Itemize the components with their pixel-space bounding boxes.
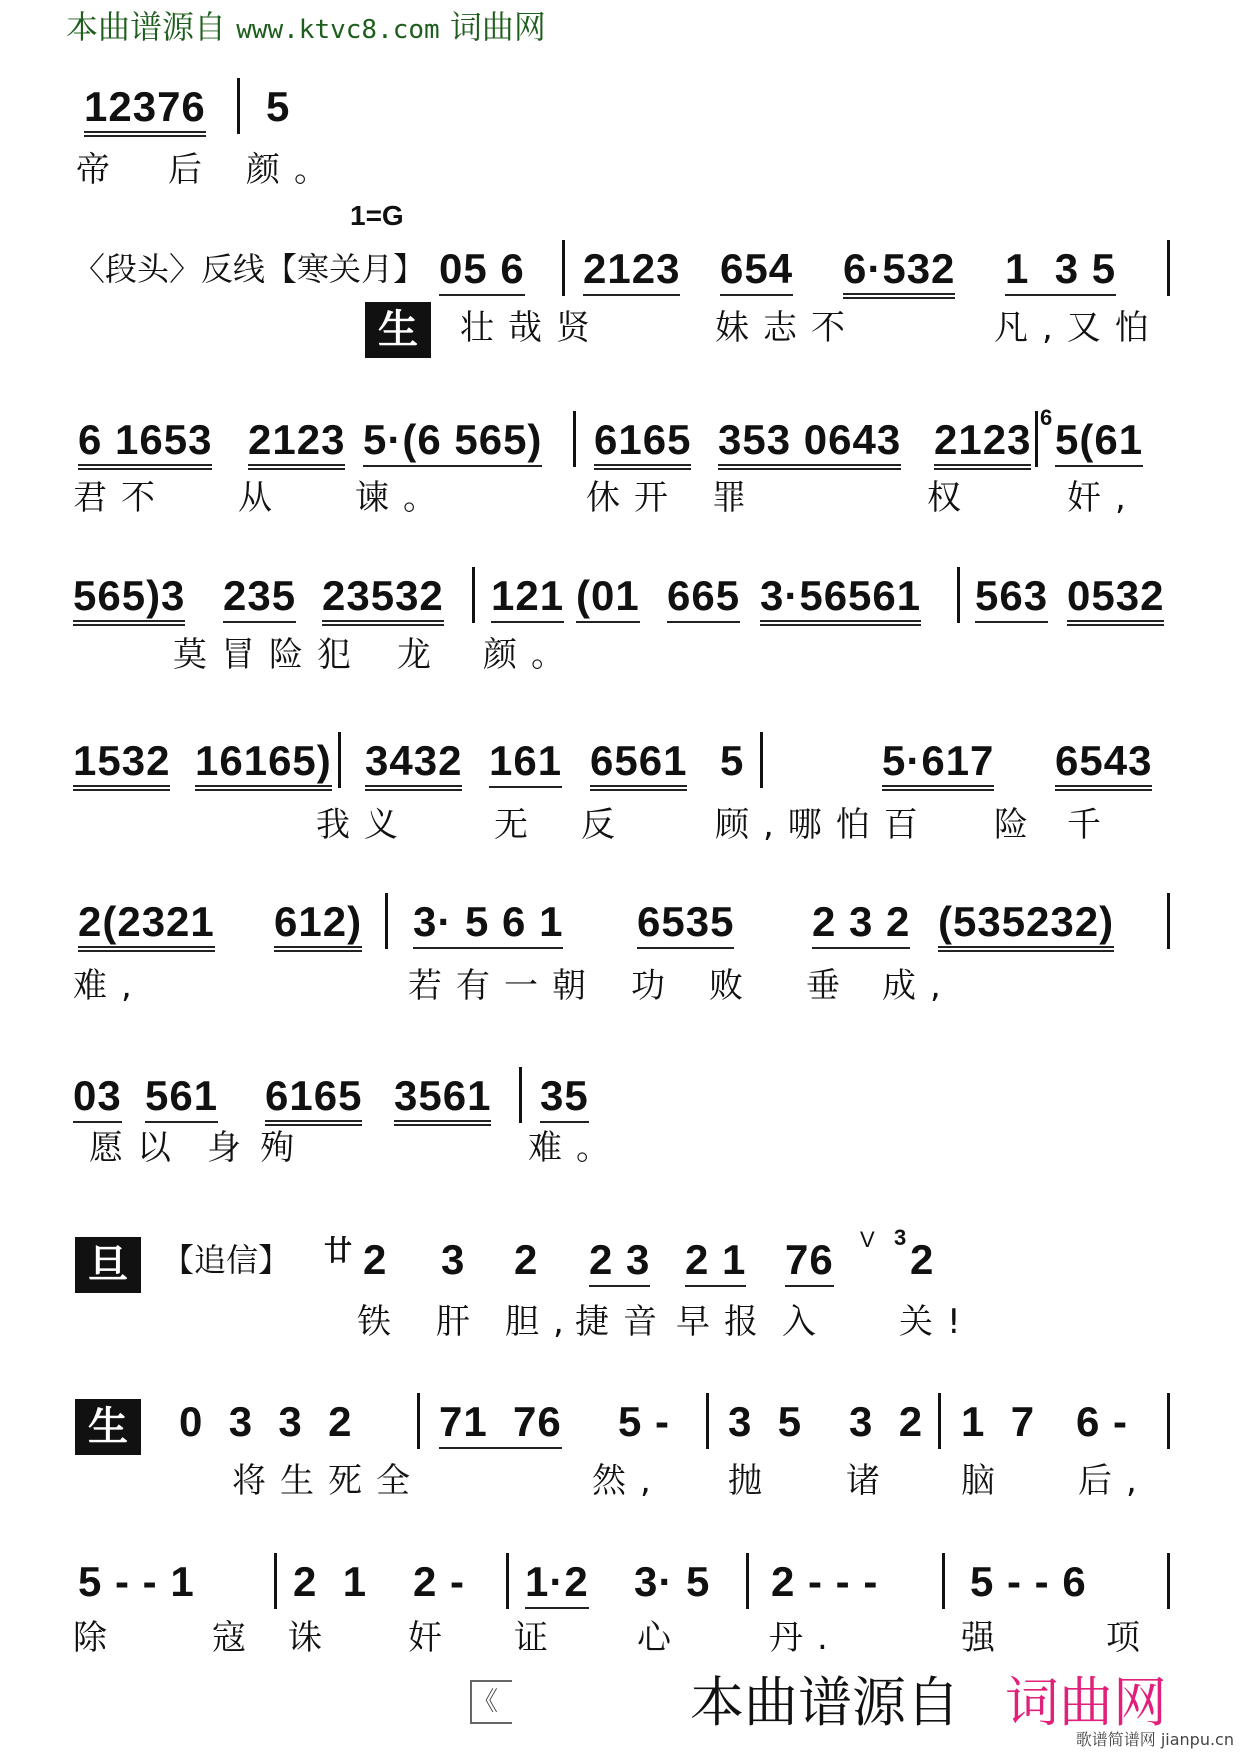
note-group: 71 76	[439, 1399, 562, 1449]
lyric: 罪	[712, 478, 760, 518]
note-group: 561	[145, 1073, 218, 1123]
lyric: 除	[73, 1618, 121, 1658]
lyric: 权	[927, 478, 975, 518]
lyric: 愿以	[89, 1128, 185, 1168]
lyric: 强	[961, 1618, 1009, 1658]
corner-watermark: 歌谱简谱网 jianpu.cn	[1075, 1730, 1234, 1749]
note-group: 3432	[365, 738, 462, 791]
note-group: 12376	[84, 84, 206, 137]
note-group: 3	[441, 1236, 466, 1283]
note-group: 612)	[274, 899, 362, 952]
note-group: 05 6	[439, 246, 525, 296]
note-group: 3 5	[728, 1398, 803, 1445]
lyric: 抛	[728, 1461, 776, 1501]
lyric: 胆,	[505, 1302, 578, 1342]
note-group: 1 7	[961, 1398, 1036, 1445]
header-site-name: 词曲网	[449, 8, 546, 46]
lyric: 后,	[1078, 1461, 1151, 1501]
barline	[338, 732, 341, 788]
lyric: 莫冒险犯	[173, 635, 365, 675]
lyric: 项	[1106, 1618, 1154, 1658]
lyric: 凡,又怕	[994, 308, 1163, 348]
role-badge: 旦	[75, 1237, 141, 1293]
note-group: 76	[785, 1237, 834, 1287]
note-group: 6165	[265, 1073, 362, 1126]
note-group: 5	[720, 737, 745, 784]
lyric: 无	[494, 805, 542, 845]
note-group: 1·2	[525, 1559, 589, 1609]
lyric: 然,	[592, 1461, 665, 1501]
note-group: 3561	[394, 1073, 491, 1126]
lyric: 殉	[260, 1128, 308, 1168]
note-group: 0 3 3 2	[179, 1398, 353, 1445]
note-group: 6561	[590, 738, 687, 791]
role-badge: 生	[365, 302, 431, 358]
lyric: 丹.	[769, 1618, 842, 1658]
lyric: 颜。	[246, 150, 342, 190]
lyric: 捷音	[575, 1302, 671, 1342]
lyric: 休开	[586, 478, 682, 518]
lyric: 败	[709, 966, 757, 1006]
barline	[1035, 411, 1038, 467]
note-group: 3· 5 6 1	[413, 899, 563, 949]
barline	[573, 411, 576, 467]
lyric: 铁	[357, 1302, 405, 1342]
note-group: 5 - - 6	[970, 1558, 1087, 1605]
role-badge: 生	[75, 1399, 141, 1455]
barline	[957, 567, 960, 623]
lyric: 我义	[316, 805, 412, 845]
note-group: 5(61	[1055, 417, 1143, 467]
note-group: 2 1	[293, 1558, 368, 1605]
note-group: 2123	[583, 246, 680, 296]
note-group: 2 -	[413, 1558, 466, 1605]
note-group: 6543	[1055, 738, 1152, 791]
note-group: 6 -	[1076, 1398, 1129, 1445]
grace-note: 6	[1040, 405, 1053, 430]
lyric: 顾,哪怕百	[715, 805, 932, 845]
lyric: 诛	[288, 1618, 336, 1658]
note-group: 2	[910, 1236, 935, 1283]
footer-watermark-right: 词曲网	[1005, 1671, 1167, 1734]
barline	[938, 1393, 941, 1449]
barline	[746, 1553, 749, 1609]
lyric: 帝	[76, 150, 124, 190]
note-group: 665	[667, 573, 740, 623]
lyric: 后	[168, 150, 216, 190]
lyric: 难。	[528, 1128, 624, 1168]
lyric: 若有一朝	[408, 966, 600, 1006]
lyric: 君不	[73, 478, 169, 518]
note-group: 2	[363, 1236, 388, 1283]
note-group: (535232)	[938, 899, 1114, 952]
note-group: 161	[489, 738, 562, 788]
barline	[760, 732, 763, 788]
note-group: 2 3 2	[812, 899, 910, 949]
note-group: 6165	[594, 417, 691, 470]
note-group: 3·56561	[760, 573, 921, 626]
barline	[1167, 1553, 1170, 1609]
lyric: 诸	[846, 1461, 894, 1501]
lyric: 身	[207, 1128, 255, 1168]
key-signature: 1=G	[350, 200, 404, 231]
barline	[472, 567, 475, 623]
lyric: 证	[514, 1618, 562, 1658]
section-label: 【追信】	[162, 1241, 291, 1279]
note-group: 3 2	[849, 1398, 924, 1445]
lyric: 谏。	[355, 478, 451, 518]
note-group: 2123	[248, 417, 345, 470]
note-group: 6 1653	[78, 417, 212, 470]
lyric: 难,	[73, 966, 146, 1006]
barline	[274, 1553, 277, 1609]
lyric: 龙	[397, 635, 445, 675]
barline	[519, 1067, 522, 1123]
footer-watermark-left: 本曲谱源自	[690, 1671, 960, 1734]
lyric: 成,	[882, 966, 955, 1006]
note-group: 2(2321	[78, 899, 215, 952]
header-url[interactable]: www.ktvc8.com	[236, 15, 440, 45]
barline	[385, 893, 388, 949]
note-group: 0532	[1067, 573, 1164, 626]
source-header	[66, 2, 546, 48]
barline	[506, 1553, 509, 1609]
note-group: 5 - - 1	[78, 1558, 195, 1605]
lyric: 脑	[961, 1461, 1009, 1501]
note-group: 6·532	[843, 246, 955, 299]
barline	[1167, 1393, 1170, 1449]
barline	[237, 78, 240, 134]
lyric: 肝	[436, 1302, 484, 1342]
note-group: 5	[266, 83, 291, 130]
section-label: 〈段头〉反线【寒关月】	[73, 250, 426, 288]
barline	[417, 1393, 420, 1449]
lyric: 奸	[408, 1618, 456, 1658]
barline	[562, 240, 565, 296]
lyric: 早报	[676, 1302, 772, 1342]
note-group: 235	[223, 573, 296, 623]
note-group: 1 3 5	[1005, 246, 1116, 296]
note-group: 565)3	[73, 573, 185, 626]
tempo-mark: 廿	[324, 1235, 353, 1266]
lyric: 妹志不	[715, 308, 859, 348]
note-group: 3· 5	[634, 1558, 711, 1605]
lyric: 入	[782, 1302, 830, 1342]
lyric: 千	[1067, 805, 1115, 845]
barline	[1167, 240, 1170, 296]
note-group: 2 3	[589, 1237, 650, 1287]
note-group: 2123	[934, 417, 1031, 470]
note-group: 2	[514, 1236, 539, 1283]
barline	[1167, 893, 1170, 949]
lyric: 从	[238, 478, 286, 518]
lyric: 颜。	[483, 635, 579, 675]
note-group: 16165)	[195, 738, 332, 791]
lyric: 心	[637, 1618, 685, 1658]
lyric: 壮哉贤	[460, 308, 604, 348]
grace-note: 3	[894, 1225, 907, 1250]
note-group: 35	[540, 1073, 589, 1123]
note-group: 5 -	[618, 1398, 671, 1445]
lyric: 垂	[806, 966, 854, 1006]
lyric: 寇	[212, 1618, 260, 1658]
lyric: 险	[994, 805, 1042, 845]
footer-fragment: 《	[470, 1680, 512, 1724]
note-group: 121	[491, 573, 564, 623]
note-group: 353 0643	[718, 417, 901, 470]
note-group: 2 1	[685, 1237, 746, 1287]
note-group: 1532	[73, 738, 170, 791]
lyric: 关!	[899, 1302, 975, 1342]
barline	[706, 1393, 709, 1449]
header-site-label: 本曲谱源自	[66, 8, 227, 46]
lyric: 反	[581, 805, 629, 845]
note-group: 654	[720, 246, 793, 296]
lyric: 将生死全	[232, 1461, 424, 1501]
note-group: 2 - - -	[771, 1558, 879, 1605]
note-group: 5·(6 565)	[363, 417, 542, 467]
breath-mark: V	[860, 1227, 875, 1252]
note-group: 6535	[637, 899, 734, 949]
barline	[942, 1553, 945, 1609]
lyric: 功	[631, 966, 679, 1006]
lyric: 奸,	[1067, 478, 1140, 518]
note-group: (01	[576, 573, 640, 623]
note-group: 23532	[322, 573, 444, 626]
note-group: 5·617	[882, 738, 994, 791]
note-group: 563	[975, 573, 1048, 623]
note-group: 03	[73, 1073, 122, 1123]
